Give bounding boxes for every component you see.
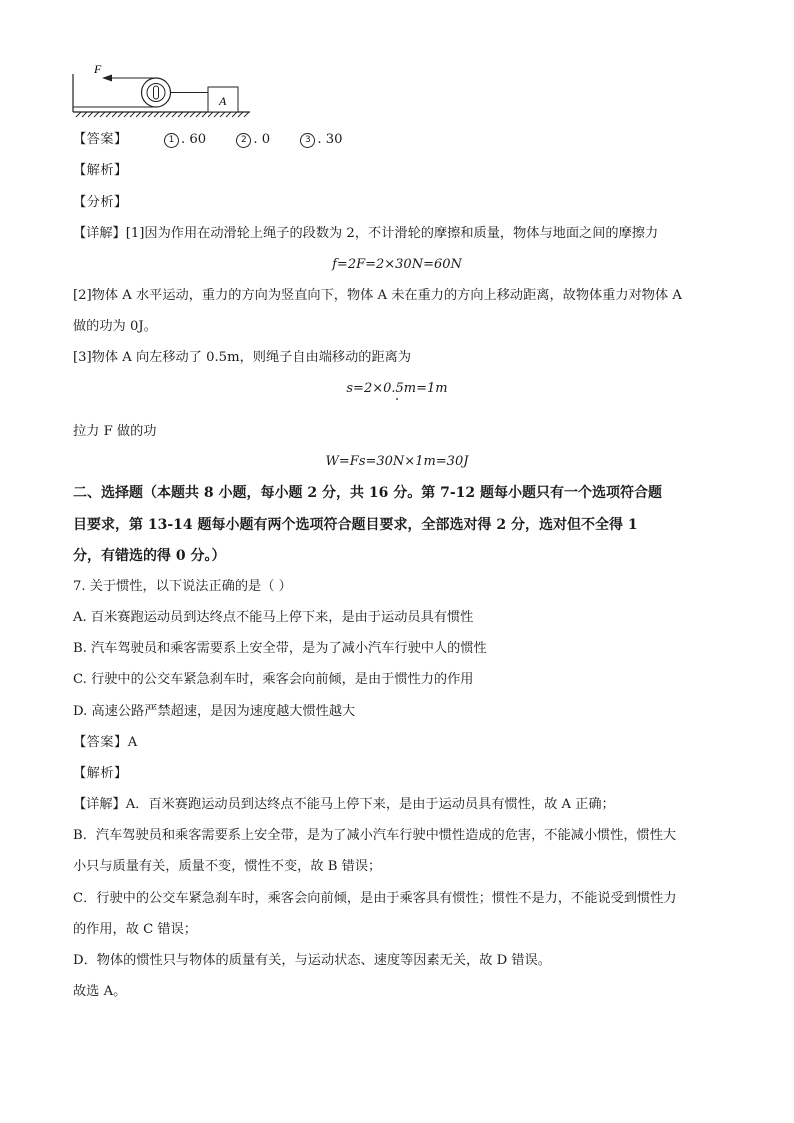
answer-item-2 — [236, 131, 270, 149]
detail-line: C．行驶中的公交车紧急刹车时，乘客会向前倾，是由于乘客具有惯性；惯性不是力，不能说受到惯性力 — [73, 891, 677, 906]
detail-line: B．汽车驾驶员和乘客需要系上安全带，是为了减小汽车行驶中惯性造成的危害，不能减小惯性，惯性大 — [73, 828, 677, 843]
detail-line: 【详解】[1]因为作用在动滑轮上绳子的段数为 2，不计滑轮的摩擦和质量，物体与地面之间的摩擦力 — [73, 226, 659, 241]
detail-line: 【详解】A．百米赛跑运动员到达终点不能马上停下来，是由于运动员具有惯性，故 A 正确； — [73, 797, 615, 812]
answer-value: . 0 — [253, 132, 271, 147]
ground-hatch — [76, 112, 249, 117]
section-heading: 分，有错选的得 0 分。） — [73, 548, 226, 564]
answer-item-3 — [300, 131, 342, 149]
option-c: C. 行驶中的公交车紧急刹车时，乘客会向前倾，是由于惯性力的作用 — [73, 672, 474, 687]
option-d: D. 高速公路严禁超速，是因为速度越大惯性越大 — [73, 704, 356, 719]
equation-work: W=Fs=30N×1m=30J — [325, 454, 469, 469]
option-b: B. 汽车驾驶员和乘客需要系上安全带，是为了减小汽车行驶中人的惯性 — [73, 641, 487, 656]
force-arrow-head — [102, 75, 112, 82]
detail-line: 的作用，故 C 错误； — [73, 922, 197, 937]
section-heading: 目要求，第 13-14 题每小题有两个选项符合题目要求，全部选对得 2 分，选对但不全得 1 — [73, 517, 638, 533]
detail-line: 拉力 F 做的功 — [73, 424, 157, 439]
equation-friction: f=2F=2×30N=60N — [332, 257, 462, 272]
block-label: A — [219, 94, 227, 108]
conclusion-line: 故选 A。 — [73, 984, 127, 999]
pulley-axle — [154, 86, 159, 99]
q6-answer-row — [73, 131, 342, 149]
section-heading: 二、选择题（本题共 8 小题，每小题 2 分，共 16 分。第 7-12 题每小题只有一个选项符合题 — [73, 485, 662, 501]
question-stem: 7. 关于惯性，以下说法正确的是（ ） — [73, 579, 292, 594]
detail-line: 做的功为 0J。 — [73, 319, 157, 334]
analysis-tag: 【解析】 — [73, 163, 128, 178]
circled-number: 2 — [236, 133, 251, 148]
analysis-tag: 【解析】 — [73, 766, 128, 781]
pulley-diagram — [68, 60, 258, 130]
answer-value: . 30 — [317, 132, 343, 147]
force-label: F — [94, 62, 102, 76]
answer-item-1 — [164, 131, 206, 149]
detail-line: 小只与质量有关，质量不变，惯性不变，故 B 错误； — [73, 859, 382, 874]
detail-line: D．物体的惯性只与物体的质量有关，与运动状态、速度等因素无关，故 D 错误。 — [73, 953, 551, 968]
stray-dot — [396, 398, 398, 400]
circled-number: 1 — [164, 133, 179, 148]
circled-number: 3 — [300, 133, 315, 148]
answer-tag: 【答案】 — [73, 132, 128, 147]
fenxi-tag: 【分析】 — [73, 195, 128, 210]
detail-line: [3]物体 A 向左移动了 0.5m，则绳子自由端移动的距离为 — [73, 350, 412, 365]
answer-tag: 【答案】A — [73, 735, 138, 750]
answer-value: . 60 — [180, 132, 207, 147]
detail-line: [2]物体 A 水平运动，重力的方向为竖直向下，物体 A 未在重力的方向上移动距离，故物体重力对物体 A — [73, 288, 682, 303]
equation-distance: s=2×0.5m=1m — [346, 381, 448, 396]
option-a: A. 百米赛跑运动员到达终点不能马上停下来，是由于运动员具有惯性 — [73, 610, 474, 625]
